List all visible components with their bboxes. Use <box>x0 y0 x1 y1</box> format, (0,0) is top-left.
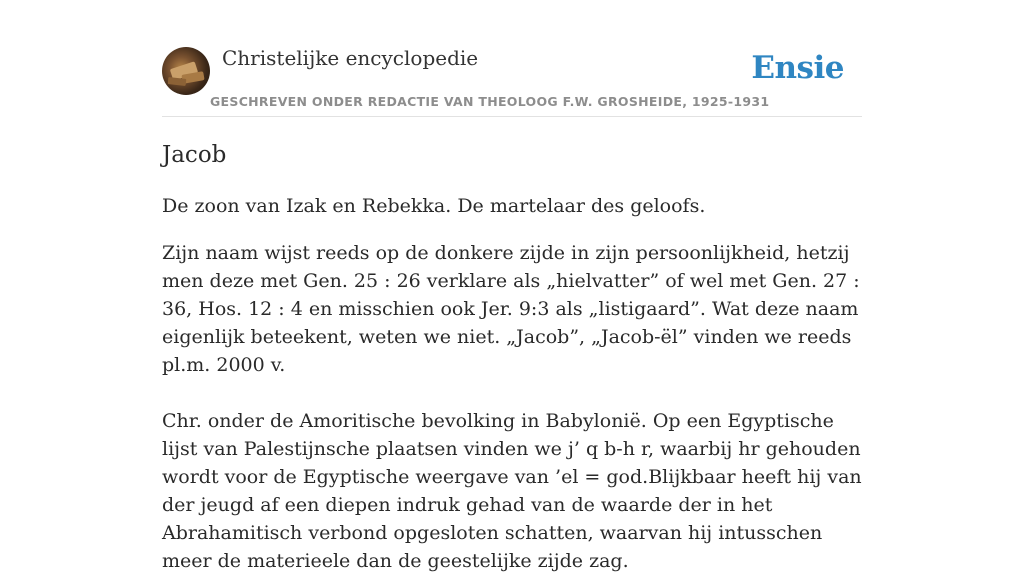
article-paragraph: Zijn naam wijst reeds op de donkere zijde in zijn persoonlijkheid, hetzij men deze met Gen. 25 : 26 verklare als „hielvatter” of wel met Gen. 27 : 36, Hos. 12 : 4 en misschien ook Jer. 9:3 als „listigaard”. Wat deze naam eigenlijk beteekent, weten we niet. „Jacob”, „Jacob-ël” vinden we reeds pl.m. 2000 v. <box>162 242 860 376</box>
site-subtitle: GESCHREVEN ONDER REDACTIE VAN THEOLOOG F.W. GROSHEIDE, 1925-1931 <box>210 94 770 109</box>
brand-logo-link[interactable]: Ensie <box>751 50 844 86</box>
site-name-link[interactable]: Christelijke encyclopedie <box>222 46 479 70</box>
book-shape <box>168 77 187 86</box>
site-header <box>162 46 862 117</box>
article-title: Jacob <box>162 142 227 168</box>
article-paragraph: Chr. onder de Amoritische bevolking in Babylonië. Op een Egyptische lijst van Palestijnsche plaatsen vinden we j’ q b-h r, waarbij hr gehouden wordt voor de Egyptische weergave van ’el = god.Blijkbaar heeft hij van der jeugd af een diepen indruk gehad van de waarde der in het Abrahamitisch verbond opgesloten schatten, waarvan hij intusschen meer de materieele dan de geestelijke zijde zag. <box>162 410 862 572</box>
books-photo-icon[interactable] <box>162 47 210 95</box>
article <box>162 140 867 575</box>
article-intro: De zoon van Izak en Rebekka. De martelaar des geloofs. <box>162 195 706 217</box>
